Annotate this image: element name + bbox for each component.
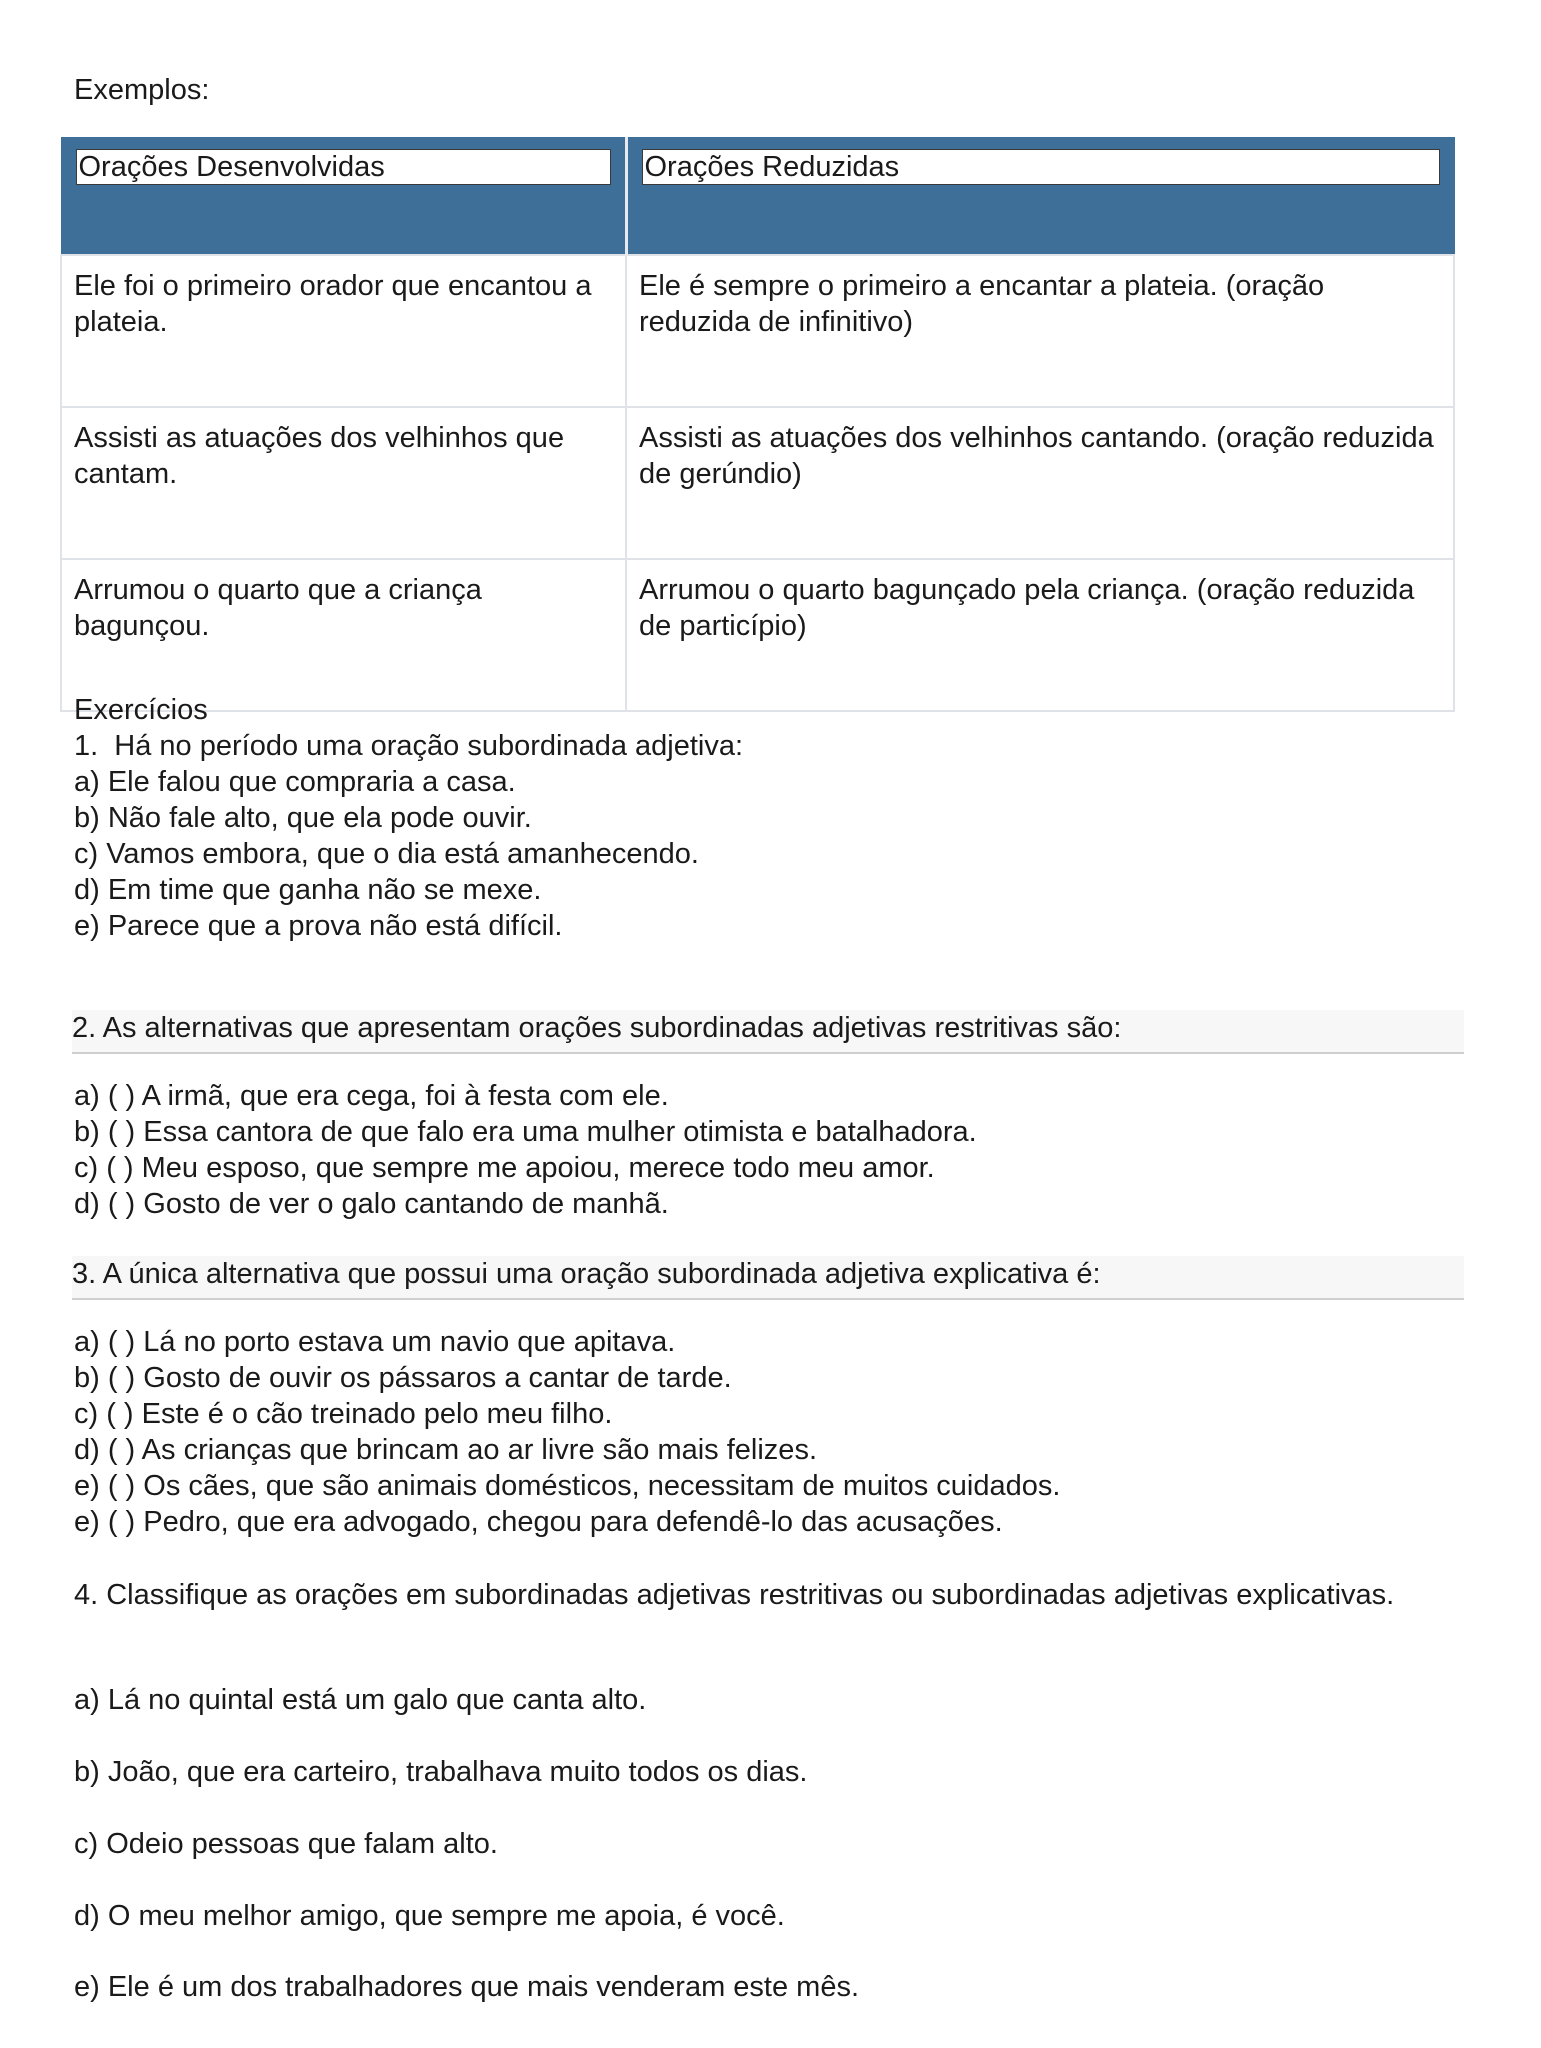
q4-option-b: b) João, que era carteiro, trabalhava muito todos os dias. bbox=[74, 1756, 808, 1788]
q3-option-e2: e) ( ) Pedro, que era advogado, chegou para defendê-lo das acusações. bbox=[74, 1506, 1003, 1538]
table-cell: Arrumou o quarto que a criança bagunçou. bbox=[61, 559, 626, 711]
table-row bbox=[61, 255, 1454, 407]
table-cell: Assisti as atuações dos velhinhos que cantam. bbox=[61, 407, 626, 559]
q3-option-a: a) ( ) Lá no porto estava um navio que apitava. bbox=[74, 1326, 676, 1358]
q2-option-c: c) ( ) Meu esposo, que sempre me apoiou, merece todo meu amor. bbox=[74, 1152, 935, 1184]
q3-option-d: d) ( ) As crianças que brincam ao ar livre são mais felizes. bbox=[74, 1434, 817, 1466]
q1-option-d: d) Em time que ganha não se mexe. bbox=[74, 874, 542, 906]
examples-table bbox=[60, 137, 1455, 712]
question-1-text: 1. Há no período uma oração subordinada adjetiva: bbox=[74, 730, 744, 762]
question-3-text: 3. A única alternativa que possui uma oração subordinada adjetiva explicativa é: bbox=[72, 1256, 1464, 1300]
question-3-options bbox=[74, 1324, 1464, 1540]
q2-option-b: b) ( ) Essa cantora de que falo era uma mulher otimista e batalhadora. bbox=[74, 1116, 977, 1148]
q4-option-d: d) O meu melhor amigo, que sempre me apoia, é você. bbox=[74, 1900, 785, 1932]
q2-option-d: d) ( ) Gosto de ver o galo cantando de manhã. bbox=[74, 1188, 669, 1220]
q4-option-e: e) Ele é um dos trabalhadores que mais venderam este mês. bbox=[74, 1971, 860, 2003]
header-cell-developed bbox=[61, 137, 626, 255]
q4-option-c: c) Odeio pessoas que falam alto. bbox=[74, 1828, 498, 1860]
table-cell: Ele foi o primeiro orador que encantou a plateia. bbox=[61, 255, 626, 407]
table-row bbox=[61, 407, 1454, 559]
question-1-block bbox=[74, 692, 1464, 944]
q1-option-c: c) Vamos embora, que o dia está amanhecendo. bbox=[74, 838, 699, 870]
exercises-heading: Exercícios bbox=[74, 694, 208, 726]
header-cell-reduced bbox=[626, 137, 1454, 255]
q3-option-b: b) ( ) Gosto de ouvir os pássaros a cantar de tarde. bbox=[74, 1362, 732, 1394]
table-cell: Arrumou o quarto bagunçado pela criança. (oração reduzida de particípio) bbox=[626, 559, 1454, 711]
table-row bbox=[61, 559, 1454, 711]
question-4-text: 4. Classifique as orações em subordinadas adjetivas restritivas ou subordinadas adjetivas explicativas. bbox=[74, 1579, 1395, 1611]
table-cell: Assisti as atuações dos velhinhos cantando. (oração reduzida de gerúndio) bbox=[626, 407, 1454, 559]
q3-option-e: e) ( ) Os cães, que são animais domésticos, necessitam de muitos cuidados. bbox=[74, 1470, 1061, 1502]
q1-option-a: a) Ele falou que compraria a casa. bbox=[74, 766, 516, 798]
question-2-text: 2. As alternativas que apresentam orações subordinadas adjetivas restritivas são: bbox=[72, 1010, 1464, 1054]
table-cell: Ele é sempre o primeiro a encantar a plateia. (oração reduzida de infinitivo) bbox=[626, 255, 1454, 407]
q2-option-a: a) ( ) A irmã, que era cega, foi à festa com ele. bbox=[74, 1080, 669, 1112]
examples-heading: Exemplos: bbox=[74, 74, 210, 106]
table-header-row bbox=[61, 137, 1454, 255]
header-label-reduced: Orações Reduzidas bbox=[642, 149, 1440, 185]
header-label-developed: Orações Desenvolvidas bbox=[76, 149, 611, 185]
q1-option-e: e) Parece que a prova não está difícil. bbox=[74, 910, 563, 942]
q4-option-a: a) Lá no quintal está um galo que canta alto. bbox=[74, 1684, 647, 1716]
q3-option-c: c) ( ) Este é o cão treinado pelo meu filho. bbox=[74, 1398, 613, 1430]
q1-option-b: b) Não fale alto, que ela pode ouvir. bbox=[74, 802, 532, 834]
question-2-options bbox=[74, 1078, 1464, 1222]
